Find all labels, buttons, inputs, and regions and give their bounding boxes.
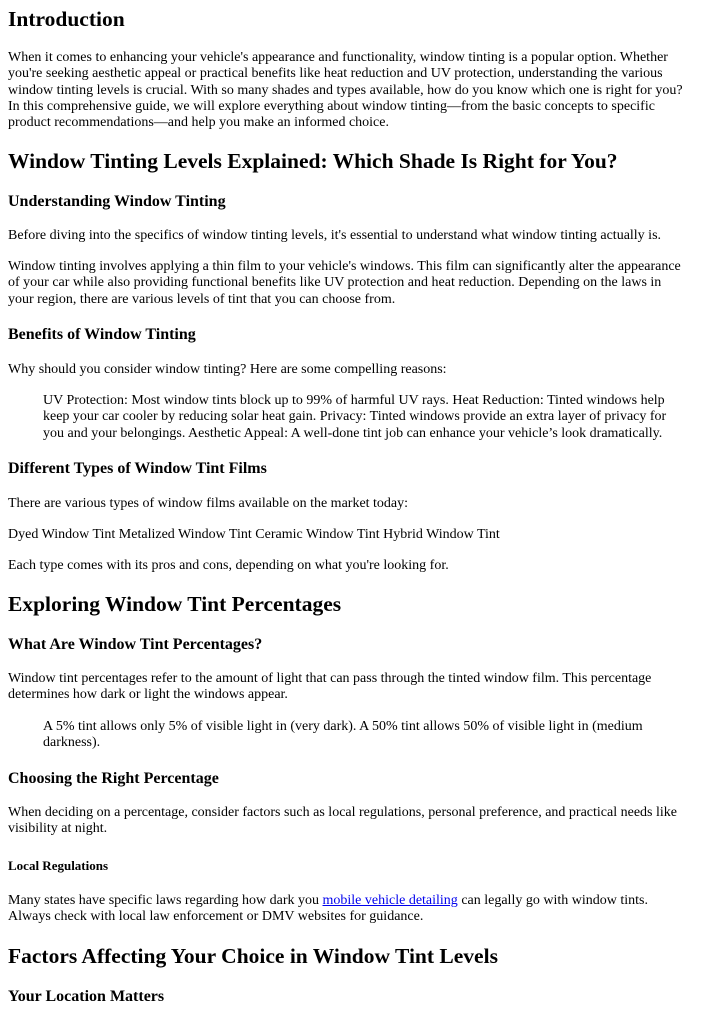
understanding-heading: Understanding Window Tinting — [8, 193, 226, 210]
understanding-line-2: of your car while also providing functional benefits like UV protection and heat reduction. Depending on the laws in — [8, 275, 662, 291]
understanding-paragraph-1: Before diving into the specifics of window tinting levels, it's essential to understand what window tinting actually is. — [8, 228, 662, 243]
intro-line-2: you're seeking aesthetic appeal or practical benefits like heat reduction and UV protection, understanding the various — [8, 66, 663, 82]
benefits-list — [43, 393, 666, 442]
percentages-heading: Exploring Window Tint Percentages — [8, 592, 342, 616]
factors-heading: Factors Affecting Your Choice in Window Tint Levels — [8, 944, 498, 968]
local-text-after: can legally go with window tints. — [457, 893, 648, 908]
local-regulations-line-1 — [8, 893, 648, 909]
understanding-line-3: your region, there are various levels of tint that you can choose from. — [8, 291, 396, 307]
mobile-vehicle-detailing-link[interactable]: mobile vehicle detailing — [322, 893, 458, 908]
benefits-line-2: keep your car cooler by reducing solar heat gain. Privacy: Tinted windows provide an extra layer of privacy for — [43, 409, 667, 425]
types-paragraph-2: Each type comes with its pros and cons, depending on what you're looking for. — [8, 558, 449, 573]
benefits-heading: Benefits of Window Tinting — [8, 326, 196, 343]
choosing-line-2: visibility at night. — [8, 821, 108, 837]
benefits-line-3: you and your belongings. Aesthetic Appeal: A well-done tint job can enhance your vehicle’s look dramatically. — [43, 425, 663, 441]
types-paragraph: There are various types of window films available on the market today: — [8, 496, 409, 511]
intro-line-3: window tinting levels is crucial. With so many shades and types available, how do you know which one is right for you? — [8, 82, 683, 98]
percent-examples-line-1: A 5% tint allows only 5% of visible light in (very dark). A 50% tint allows 50% of visible light in (medium — [43, 719, 643, 734]
types-list: Dyed Window Tint Metalized Window Tint Ceramic Window Tint Hybrid Window Tint — [8, 527, 500, 542]
percent-examples-line-2: darkness). — [43, 735, 101, 751]
levels-heading: Window Tinting Levels Explained: Which Shade Is Right for You? — [8, 149, 618, 173]
local-regulations-line-2: Always check with local law enforcement or DMV websites for guidance. — [8, 909, 424, 925]
intro-line-1: When it comes to enhancing your vehicle's appearance and functionality, window tinting is a popular option. Whether — [8, 50, 668, 65]
what-are-line-1: Window tint percentages refer to the amount of light that can pass through the tinted window film. This percentage — [8, 671, 652, 686]
intro-paragraph — [8, 50, 683, 131]
benefits-line-1: UV Protection: Most window tints block up to 99% of harmful UV rays. Heat Reduction: Tinted windows help — [43, 393, 665, 408]
understanding-paragraph-2 — [8, 259, 681, 308]
choosing-paragraph — [8, 805, 677, 838]
local-regulations-heading: Local Regulations — [8, 858, 109, 873]
intro-heading: Introduction — [8, 7, 125, 31]
types-heading: Different Types of Window Tint Films — [8, 460, 267, 477]
choosing-heading: Choosing the Right Percentage — [8, 770, 219, 787]
what-are-paragraph — [8, 671, 651, 704]
understanding-line-1: Window tinting involves applying a thin film to your vehicle's windows. This film can significantly alter the appearance — [8, 259, 681, 274]
location-heading: Your Location Matters — [8, 988, 165, 1005]
benefits-paragraph: Why should you consider window tinting? Here are some compelling reasons: — [8, 362, 447, 377]
intro-line-4: In this comprehensive guide, we will explore everything about window tinting—from the basic concepts to specific — [8, 98, 655, 114]
choosing-line-1: When deciding on a percentage, consider factors such as local regulations, personal preference, and practical needs like — [8, 805, 677, 820]
percent-examples-list — [43, 719, 643, 752]
what-are-line-2: determines how dark or light the windows appear. — [8, 687, 288, 703]
intro-line-5: product recommendations—and help you make an informed choice. — [8, 115, 389, 131]
local-text-before: Many states have specific laws regarding how dark you — [8, 893, 323, 908]
what-are-heading: What Are Window Tint Percentages? — [8, 636, 263, 653]
local-regulations-paragraph — [8, 893, 648, 926]
